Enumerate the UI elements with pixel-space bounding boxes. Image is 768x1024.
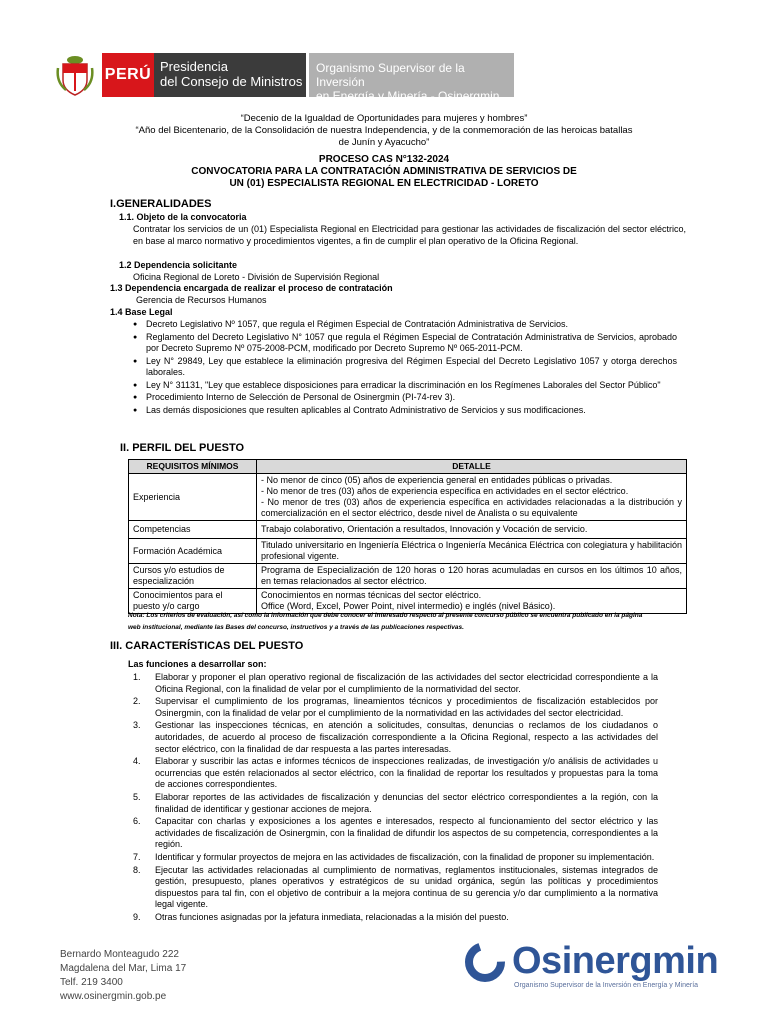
list-item: ● Las demás disposiciones que resulten aplicables al Contrato Administrativo de Servicios y sus modificaciones. xyxy=(133,405,677,417)
phone-text: Telf. 219 3400 xyxy=(60,977,123,988)
section-caracteristicas-heading: III. CARACTERÍSTICAS DEL PUESTO xyxy=(110,640,304,652)
anio-line1: “Año del Bicentenario, de la Consolidación de nuestra Independencia, y de la conmemoración de las heroicas batallas xyxy=(135,125,633,136)
footer-address xyxy=(60,948,186,1004)
item-text: Ejecutar las actividades relacionadas al cumplimiento de normativas, reglamentos institucionales, sistemas integrados de gestión, presupuesto, planes operativos y estratégicos de su unidad orgánica, según las políticas y procedimientos dispuestos para tal fin, con el objetivo de contribuir a la mejora continua de su gerencia y/o dar cumplimiento a la normativa legal vigente. xyxy=(155,864,658,910)
funciones-subheading: Las funciones a desarrollar son: xyxy=(128,659,267,669)
table-row xyxy=(129,589,687,614)
det-line: Conocimientos en normas técnicas del sector eléctrico. xyxy=(261,590,482,600)
base-legal-list xyxy=(133,319,677,417)
address-line: Bernardo Monteagudo 222 xyxy=(60,949,179,960)
list-item xyxy=(133,912,658,924)
item-text: Supervisar el cumplimiento de los programas, lineamientos técnicos y procedimientos de fiscalización establecidos por Osinergmin, con la finalidad de velar por el cumplimiento de la normatividad en las actividades del sector electricidad. xyxy=(155,696,658,718)
req-cell: Competencias xyxy=(129,521,257,539)
osinergmin-tagline: Organismo Supervisor de la Inversión en Energía y Minería xyxy=(514,982,699,989)
list-item: ● Decreto Legislativo Nº 1057, que regula el Régimen Especial de Contratación Administrativa de Servicios. xyxy=(133,319,677,331)
proceso-title: PROCESO CAS N°132-2024 xyxy=(318,154,450,165)
list-item xyxy=(133,672,658,695)
anio-line2: de Junín y Ayacucho” xyxy=(338,137,430,148)
perfil-table xyxy=(128,459,687,614)
det-line: - No menor de tres (03) años de experiencia específica en actividades relacionadas a la distribución y comercialización en el sector eléctrico, desde nivel de Analista o su equivalente xyxy=(261,497,682,518)
item-text: Identificar y formular proyectos de mejora en las actividades de fiscalización, con la finalidad de proponer su implementación. xyxy=(155,851,655,862)
section-perfil-heading: II. PERFIL DEL PUESTO xyxy=(120,442,245,454)
list-item xyxy=(133,696,658,719)
list-item xyxy=(133,852,658,864)
table-row xyxy=(129,474,687,521)
peru-logo: PERÚ xyxy=(102,53,154,97)
coat-of-arms-icon xyxy=(56,54,94,96)
det-cell xyxy=(257,474,687,521)
item-text: Elaborar reportes de las actividades de fiscalización y denuncias del sector eléctrico correspondientes a la región, con la finalidad de identificar y gestionar acciones de mejora. xyxy=(155,791,658,814)
item-number: 3. xyxy=(133,720,141,731)
det-cell xyxy=(257,589,687,614)
det-line: - No menor de tres (03) años de experiencia específica en actividades en el sector eléctrico. xyxy=(261,486,629,496)
item-number: 4. xyxy=(133,756,141,767)
s12-text: Oficina Regional de Loreto - División de Supervisión Regional xyxy=(133,272,380,282)
list-item: ● Reglamento del Decreto Legislativo N° 1057 que regula el Régimen Especial de Contratación Administrativa de Servicios, aprobado por Decreto Supremo Nº 075-2008-PCM, modificado por Decreto Supremo Nº 065-2011-PCM. xyxy=(133,332,677,355)
s11-title: 1.1. Objeto de la convocatoria xyxy=(119,212,247,222)
det-cell: Programa de Especialización de 120 horas o 120 horas acumuladas en cursos en los últimos 10 años, en temas relacionados al sector eléctrico. xyxy=(257,564,687,589)
item-text: Gestionar las inspecciones técnicas, en atención a solicitudes, consultas, denuncias o reclamos de los ciudadanos o autoridades, de acuerdo al proceso de fiscalización correspondiente a la Oficina Regional, respecto a las actividades del sector eléctrico, con la finalidad de dar respuesta a las partes interesadas. xyxy=(155,720,658,754)
req-cell: Experiencia xyxy=(129,474,257,521)
table-header-row xyxy=(129,460,687,474)
address-line: Magdalena del Mar, Lima 17 xyxy=(60,963,187,974)
item-number: 9. xyxy=(133,911,141,922)
list-item xyxy=(133,720,658,755)
s12-title: 1.2 Dependencia solicitante xyxy=(119,260,238,270)
osinergmin-logo-text: Osinergmin xyxy=(512,940,719,982)
det-cell: Trabajo colaborativo, Orientación a resultados, Innovación y Vocación de servicio. xyxy=(257,521,687,539)
decenio-text: “Decenio de la Igualdad de Oportunidades para mujeres y hombres” xyxy=(240,113,528,124)
table-row xyxy=(129,564,687,589)
s13-title: 1.3 Dependencia encargada de realizar el proceso de contratación xyxy=(110,283,393,293)
item-number: 5. xyxy=(133,791,141,802)
pcm-line1: Presidencia xyxy=(160,59,228,74)
puesto-title: UN (01) ESPECIALISTA REGIONAL EN ELECTRICIDAD - LORETO xyxy=(229,178,539,189)
item-number: 1. xyxy=(133,672,141,682)
pcm-logo xyxy=(154,53,306,97)
item-number: 8. xyxy=(133,864,141,875)
s13-text: Gerencia de Recursos Humanos xyxy=(136,295,267,305)
pcm-line2: del Consejo de Ministros xyxy=(160,74,303,89)
det-cell: Titulado universitario en Ingeniería Eléctrica o Ingeniería Mecánica Eléctrica con colegiatura y habilitación profesional vigente. xyxy=(257,539,687,564)
table-row xyxy=(129,539,687,564)
section-generalidades-heading: I.GENERALIDADES xyxy=(110,198,212,210)
list-item xyxy=(133,816,658,851)
list-item xyxy=(133,865,658,911)
funciones-list xyxy=(133,672,658,924)
item-number: 6. xyxy=(133,816,141,827)
item-text: Capacitar con charlas y exposiciones a los agentes e interesados, respecto al funcionamiento del sector eléctrico y las actividades de fiscalización de Osinergmin, con la finalidad de difundir los aspectos de su competencia, correspondientes a la región. xyxy=(155,816,658,850)
table-note-line2: web institucional, mediante las Bases del concurso, instructivos y a través de las publicaciones respectivas. xyxy=(128,624,464,631)
item-text: Elaborar y suscribir las actas e informes técnicos de inspecciones realizadas, de investigación y/o análisis de actividades u ocurrencias que estén relacionados al sector eléctrico, con la finalidad de reportar los resultados y propuestas para la toma de acciones correspondientes. xyxy=(155,756,658,790)
convocatoria-title: CONVOCATORIA PARA LA CONTRATACIÓN ADMINISTRATIVA DE SERVICIOS DE xyxy=(191,166,577,177)
list-item xyxy=(133,792,658,815)
req-cell: Cursos y/o estudios de especialización xyxy=(129,564,257,589)
osinergmin-logo-icon xyxy=(463,940,507,984)
list-item: ● Procedimiento Interno de Selección de Personal de Osinergmin (PI-74-rev 3). xyxy=(133,392,677,404)
item-number: 7. xyxy=(133,851,141,862)
item-text: Elaborar y proponer el plan operativo regional de fiscalización de las actividades del sector electricidad correspondiente a la Oficina Regional, con la finalidad de velar por el cumplimiento de la normatividad del sector. xyxy=(155,672,658,694)
s11-text: Contratar los servicios de un (01) Especialista Regional en Electricidad para gestionar las actividades de fiscalización del sector eléctrico, en base al marco normativo y procedimientos vigentes, a fin de cumplir el plan operativo de la Oficina Regional. xyxy=(133,224,686,246)
list-item: ● Ley N° 29849, Ley que establece la eliminación progresiva del Régimen Especial del Decreto Legislativo 1057 y otorga derechos laborales. xyxy=(133,356,677,379)
osg-line1: Organismo Supervisor de la Inversión xyxy=(316,61,465,89)
col-header-detalle: DETALLE xyxy=(257,460,687,474)
s14-title: 1.4 Base Legal xyxy=(110,307,173,317)
det-line: - No menor de cinco (05) años de experiencia general en entidades públicas o privadas. xyxy=(261,475,613,485)
list-item xyxy=(133,756,658,791)
det-line: Office (Word, Excel, Power Point, nivel intermedio) e inglés (nivel Básico). xyxy=(261,601,556,611)
website-link[interactable]: www.osinergmin.gob.pe xyxy=(60,991,167,1002)
item-number: 2. xyxy=(133,696,141,707)
osinergmin-header-logo xyxy=(309,53,514,103)
table-row xyxy=(129,521,687,539)
req-cell: Conocimientos para el puesto y/o cargo xyxy=(129,589,257,614)
req-cell: Formación Académica xyxy=(129,539,257,564)
list-item: ● Ley N° 31131, "Ley que establece disposiciones para erradicar la discriminación en los Regímenes Laborales del Sector Público" xyxy=(133,380,677,392)
col-header-requisitos: REQUISITOS MÍNIMOS xyxy=(129,460,257,474)
osg-line2: en Energía y Minería - Osinergmin xyxy=(316,89,500,103)
table-note-line1: Nota: Los criterios de evaluación, así como la información que debe conocer el interesado respecto al presente concurso público se encuentra publicado en la página xyxy=(128,612,643,619)
item-text: Otras funciones asignadas por la jefatura inmediata, relacionadas a la misión del puesto. xyxy=(155,911,509,922)
